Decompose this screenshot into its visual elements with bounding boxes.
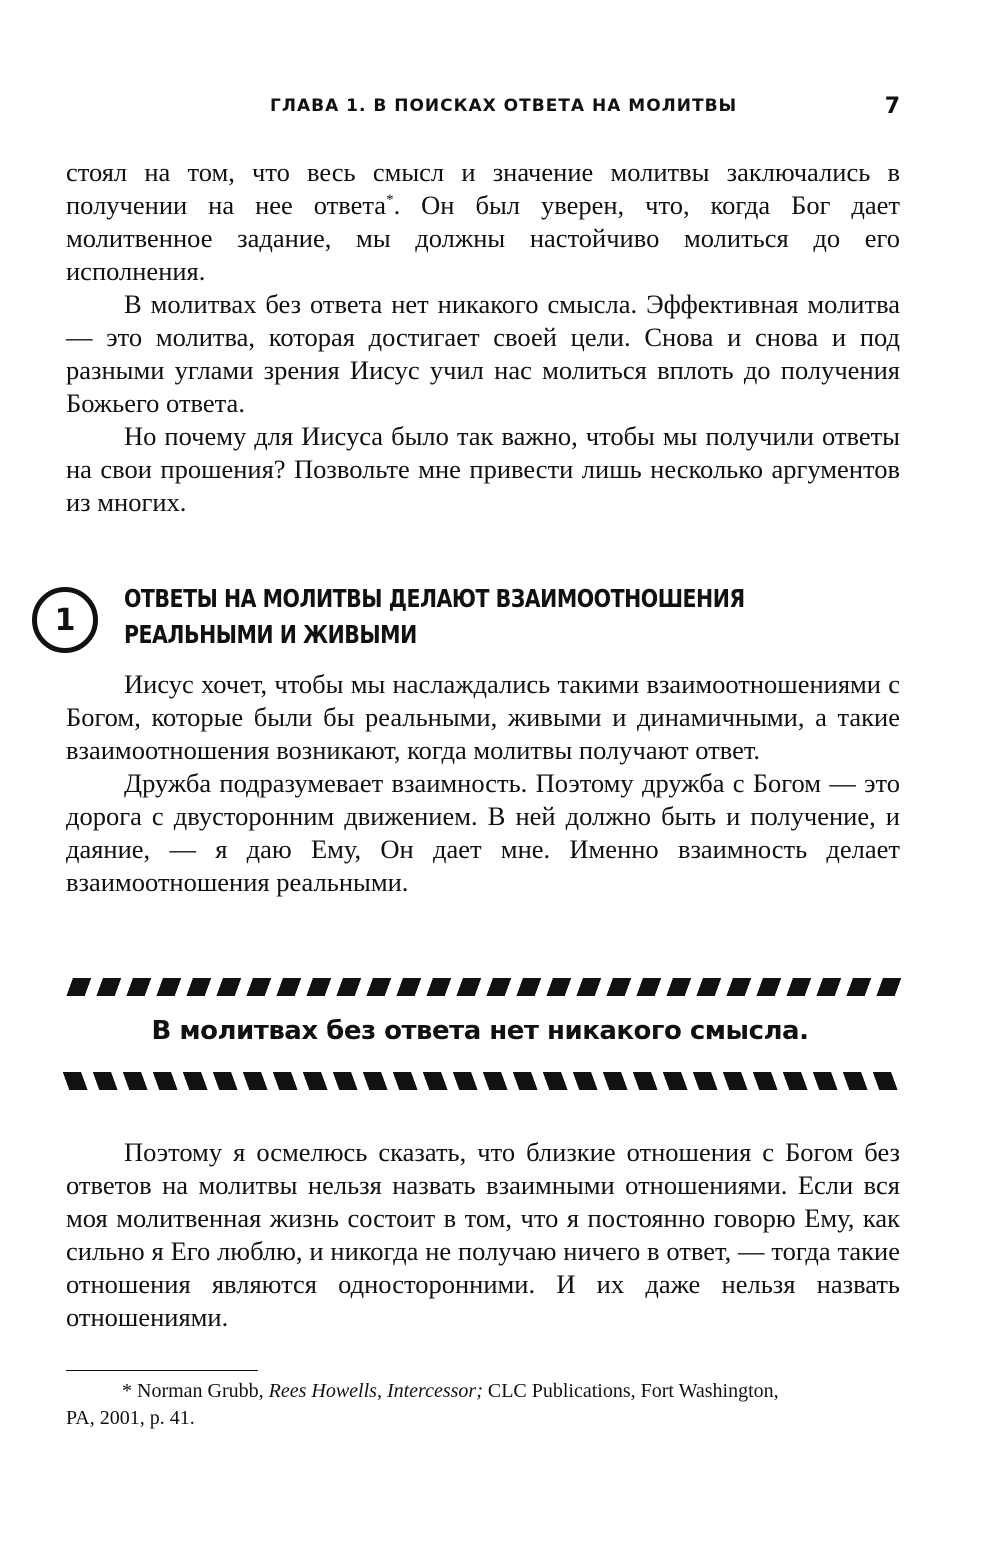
paragraph: Дружба подразумевает взаимность. Поэтому дружба с Богом — это дорога с двусторонним движением. В ней должно быть и получение, и даяние, — я даю Ему, Он дает мне. Именно взаимность делает взаимоотношения реальными. — [66, 768, 900, 897]
section-title-line: РЕАЛЬНЫМИ И ЖИВЫМИ — [124, 620, 417, 649]
running-head: ГЛАВА 1. В ПОИСКАХ ОТВЕТА НА МОЛИТВЫ — [270, 96, 738, 116]
body-text-top — [66, 156, 900, 519]
paragraph: Но почему для Иисуса было так важно, чтобы мы получили ответы на свои прошения? Позвольте мне привести лишь несколько аргументов из многих. — [66, 421, 900, 517]
paragraph-continued: стоял на том, что весь смысл и значение молитвы заключались в получении на нее ответа*. Он был уверен, что, когда Бог дает молитвенное задание, мы должны настойчиво молиться до его исполнения. — [66, 157, 901, 286]
footnote-book-title: Rees Howells, Intercessor; — [268, 1380, 483, 1402]
footnote-divider — [66, 1370, 258, 1371]
section-title — [124, 581, 745, 653]
paragraph: Иисус хочет, чтобы мы наслаждались такими взаимоотношениями с Богом, которые были бы реальными, живыми и динамичными, а такие взаимоотношения возникают, когда молитвы получают ответ. — [66, 669, 900, 765]
section-heading — [28, 577, 928, 677]
pull-quote: В молитвах без ответа нет никакого смысла. — [151, 1016, 809, 1046]
section-number-badge: 1 — [32, 587, 98, 653]
body-text-bottom — [66, 1136, 900, 1334]
section-title-line: ОТВЕТЫ НА МОЛИТВЫ ДЕЛАЮТ ВЗАИМООТНОШЕНИЯ — [124, 584, 745, 613]
page-number: 7 — [884, 94, 900, 119]
paragraph: В молитвах без ответа нет никакого смысла. Эффективная молитва — это молитва, которая достигает своей цели. Снова и снова и под разными углами зрения Иисус учил нас молиться вплоть до получения Божьего ответа. — [66, 289, 900, 418]
footnote-line: PA, 2001, p. 41. — [66, 1407, 195, 1429]
paragraph: Поэтому я осмелюсь сказать, что близкие отношения с Богом без ответов на молитвы нельзя назвать взаимными отношениями. Если вся моя молитвенная жизнь состоит в том, что я постоянно говорю Ему, как сильно я Его люблю, и никогда не получаю ничего в ответ, — тогда такие отношения являются односторонними. И их даже нельзя назвать отношениями. — [66, 1137, 900, 1332]
body-text-section — [66, 668, 900, 899]
footnote-reference[interactable]: * — [386, 192, 394, 209]
callout-stripe-top — [62, 978, 902, 996]
footnote — [66, 1378, 900, 1432]
callout-stripe-bottom — [62, 1072, 902, 1090]
footnote-line: * Norman Grubb, Rees Howells, Intercessor; CLC Publications, Fort Washington, — [122, 1380, 779, 1402]
